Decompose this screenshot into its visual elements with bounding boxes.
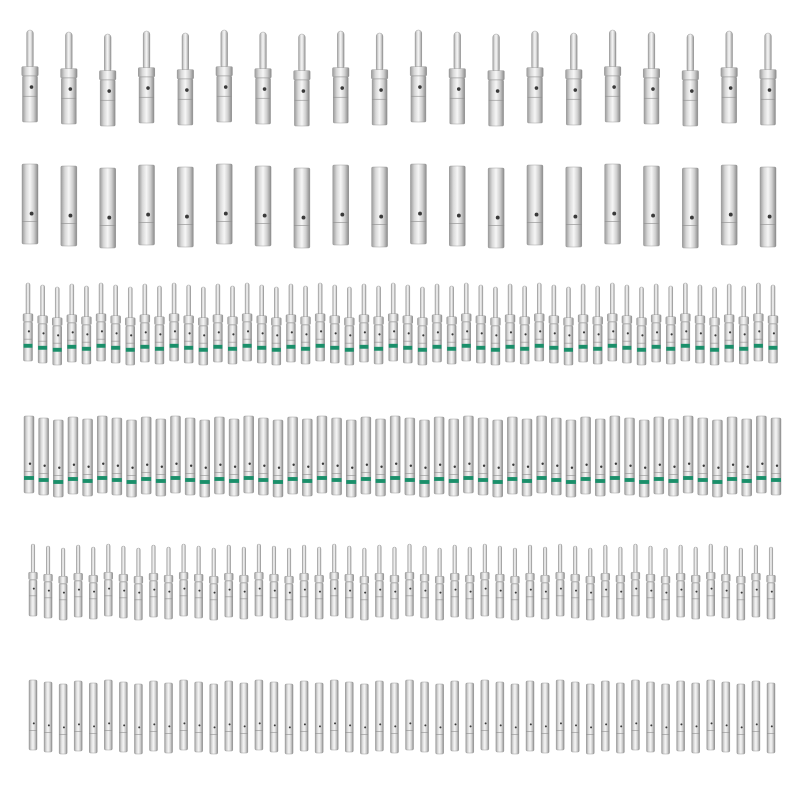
female-socket-terminal — [300, 681, 308, 751]
female-socket-terminal — [537, 416, 547, 493]
female-socket-terminal — [390, 683, 398, 753]
female-socket-terminal — [682, 168, 698, 248]
female-socket-terminal — [177, 167, 193, 247]
male-pin-terminal — [480, 544, 489, 616]
male-pin-terminal — [488, 34, 505, 126]
row-small-female-sockets — [29, 680, 775, 754]
female-socket-terminal — [119, 682, 127, 752]
male-pin-terminal — [89, 547, 98, 619]
female-socket-terminal — [721, 165, 737, 245]
male-pin-terminal — [134, 548, 143, 620]
male-pin-terminal — [607, 283, 617, 361]
male-pin-terminal — [74, 545, 83, 617]
male-pin-terminal — [99, 34, 116, 126]
male-pin-terminal — [680, 283, 690, 361]
male-pin-terminal — [371, 33, 388, 125]
female-socket-terminal — [605, 164, 621, 244]
female-socket-terminal — [451, 681, 459, 751]
male-pin-terminal — [286, 284, 296, 362]
female-socket-terminal — [210, 684, 218, 754]
male-pin-terminal — [405, 544, 414, 616]
male-pin-terminal — [330, 544, 339, 616]
row-small-male-pins — [29, 544, 776, 620]
female-socket-terminal — [139, 165, 155, 245]
female-socket-terminal — [449, 419, 459, 496]
female-socket-terminal — [333, 165, 349, 245]
female-socket-terminal — [526, 681, 534, 751]
male-pin-terminal — [724, 284, 734, 362]
male-pin-terminal — [752, 545, 761, 617]
male-pin-terminal — [410, 30, 427, 122]
male-pin-terminal — [140, 284, 150, 362]
female-socket-terminal — [240, 683, 248, 753]
male-pin-terminal — [125, 287, 135, 365]
female-socket-terminal — [302, 419, 312, 496]
female-socket-terminal — [255, 166, 271, 246]
male-pin-terminal — [96, 283, 106, 361]
female-socket-terminal — [707, 680, 715, 750]
male-pin-terminal — [104, 544, 113, 616]
male-pin-terminal — [646, 546, 655, 618]
female-socket-terminal — [141, 417, 151, 494]
female-socket-terminal — [244, 416, 254, 493]
male-pin-terminal — [315, 547, 324, 619]
male-pin-terminal — [604, 30, 621, 122]
male-pin-terminal — [149, 545, 158, 617]
male-pin-terminal — [360, 548, 369, 620]
female-socket-terminal — [610, 416, 620, 493]
female-socket-terminal — [83, 419, 93, 496]
male-pin-terminal — [527, 31, 544, 123]
male-pin-terminal — [450, 545, 459, 617]
female-socket-terminal — [214, 417, 224, 494]
row-large-female-sockets — [22, 164, 776, 248]
male-pin-terminal — [224, 545, 233, 617]
male-pin-terminal — [593, 286, 603, 364]
female-socket-terminal — [53, 420, 63, 497]
female-socket-terminal — [345, 682, 353, 752]
male-pin-terminal — [736, 548, 745, 620]
male-pin-terminal — [622, 285, 632, 363]
male-pin-terminal — [511, 548, 520, 620]
row-large-male-pins — [22, 30, 777, 126]
male-pin-terminal — [344, 287, 354, 365]
female-socket-terminal — [478, 418, 488, 495]
female-socket-terminal — [581, 417, 591, 494]
female-socket-terminal — [61, 166, 77, 246]
female-socket-terminal — [39, 418, 49, 495]
male-pin-terminal — [271, 287, 281, 365]
female-socket-terminal — [419, 420, 429, 497]
female-socket-terminal — [390, 416, 400, 493]
female-socket-terminal — [737, 684, 745, 754]
male-pin-terminal — [38, 285, 48, 363]
male-pin-terminal — [449, 32, 466, 124]
female-socket-terminal — [752, 681, 760, 751]
male-pin-terminal — [403, 285, 413, 363]
female-socket-terminal — [668, 419, 678, 496]
male-pin-terminal — [491, 287, 501, 365]
male-pin-terminal — [616, 547, 625, 619]
male-pin-terminal — [164, 547, 173, 619]
female-socket-terminal — [692, 683, 700, 753]
male-pin-terminal — [721, 546, 730, 618]
male-pin-terminal — [59, 548, 68, 620]
female-socket-terminal — [571, 682, 579, 752]
female-socket-terminal — [22, 164, 38, 244]
female-socket-terminal — [712, 420, 722, 497]
male-pin-terminal — [461, 283, 471, 361]
female-socket-terminal — [698, 418, 708, 495]
male-pin-terminal — [294, 34, 311, 126]
male-pin-terminal — [301, 286, 311, 364]
male-pin-terminal — [476, 285, 486, 363]
female-socket-terminal — [375, 681, 383, 751]
male-pin-terminal — [228, 286, 238, 364]
female-socket-terminal — [288, 417, 298, 494]
female-socket-terminal — [527, 165, 543, 245]
male-pin-terminal — [447, 286, 457, 364]
male-pin-terminal — [651, 284, 661, 362]
female-socket-terminal — [742, 419, 752, 496]
female-socket-terminal — [89, 683, 97, 753]
female-socket-terminal — [654, 417, 664, 494]
female-socket-terminal — [466, 683, 474, 753]
female-socket-terminal — [255, 680, 263, 750]
female-socket-terminal — [625, 418, 635, 495]
female-socket-terminal — [643, 166, 659, 246]
female-socket-terminal — [273, 420, 283, 497]
female-socket-terminal — [463, 416, 473, 493]
male-pin-terminal — [138, 31, 155, 123]
male-pin-terminal — [676, 545, 685, 617]
female-socket-terminal — [767, 683, 775, 753]
male-pin-terminal — [505, 284, 515, 362]
female-socket-terminal — [410, 164, 426, 244]
male-pin-terminal — [417, 287, 427, 365]
male-pin-terminal — [526, 545, 535, 617]
female-socket-terminal — [112, 418, 122, 495]
female-socket-terminal — [771, 418, 781, 495]
male-pin-terminal — [578, 284, 588, 362]
male-pin-terminal — [432, 284, 442, 362]
female-socket-terminal — [330, 680, 338, 750]
male-pin-terminal — [465, 547, 474, 619]
male-pin-terminal — [520, 286, 530, 364]
female-socket-terminal — [195, 682, 203, 752]
female-socket-terminal — [406, 680, 414, 750]
male-pin-terminal — [420, 546, 429, 618]
male-pin-terminal — [710, 287, 720, 365]
female-socket-terminal — [100, 168, 116, 248]
male-pin-terminal — [760, 33, 777, 125]
female-socket-terminal — [29, 680, 37, 750]
female-socket-terminal — [595, 419, 605, 496]
male-pin-terminal — [315, 283, 325, 361]
female-socket-terminal — [134, 684, 142, 754]
male-pin-terminal — [67, 284, 77, 362]
female-socket-terminal — [315, 683, 323, 753]
male-pin-terminal — [300, 545, 309, 617]
male-pin-terminal — [388, 283, 398, 361]
female-socket-terminal — [436, 684, 444, 754]
female-socket-terminal — [44, 682, 52, 752]
male-pin-terminal — [257, 285, 267, 363]
male-pin-terminal — [435, 548, 444, 620]
female-socket-terminal — [566, 420, 576, 497]
female-socket-terminal — [522, 419, 532, 496]
female-socket-terminal — [434, 417, 444, 494]
female-socket-terminal — [285, 684, 293, 754]
female-socket-terminal — [662, 684, 670, 754]
male-pin-terminal — [695, 285, 705, 363]
male-pin-terminal — [184, 285, 194, 363]
male-pin-terminal — [666, 286, 676, 364]
female-socket-terminal — [149, 681, 157, 751]
female-socket-terminal — [185, 418, 195, 495]
male-pin-terminal — [194, 546, 203, 618]
male-pin-terminal — [631, 544, 640, 616]
male-pin-terminal — [571, 546, 580, 618]
male-pin-terminal — [213, 284, 223, 362]
female-socket-terminal — [170, 416, 180, 493]
male-pin-terminal — [61, 32, 77, 124]
male-pin-terminal — [661, 548, 670, 620]
female-socket-terminal — [556, 680, 564, 750]
male-pin-terminal — [179, 544, 188, 616]
male-pin-terminal — [586, 548, 595, 620]
male-pin-terminal — [44, 546, 53, 618]
male-pin-terminal — [242, 283, 252, 361]
male-pin-terminal — [767, 547, 776, 619]
female-socket-terminal — [616, 683, 624, 753]
female-socket-terminal — [229, 419, 239, 496]
female-socket-terminal — [317, 416, 327, 493]
male-pin-terminal — [198, 287, 208, 365]
male-pin-terminal — [375, 545, 384, 617]
male-pin-terminal — [556, 544, 565, 616]
female-socket-terminal — [225, 681, 233, 751]
male-pin-terminal — [330, 285, 340, 363]
male-pin-terminal — [255, 32, 271, 124]
male-pin-terminal — [255, 544, 264, 616]
male-pin-terminal — [643, 32, 660, 124]
male-pin-terminal — [119, 546, 128, 618]
female-socket-terminal — [727, 417, 737, 494]
female-socket-terminal — [586, 684, 594, 754]
female-socket-terminal — [511, 684, 519, 754]
female-socket-terminal — [361, 417, 371, 494]
male-pin-terminal — [216, 30, 233, 122]
female-socket-terminal — [200, 420, 210, 497]
female-socket-terminal — [449, 166, 465, 246]
female-socket-terminal — [421, 682, 429, 752]
female-socket-terminal — [216, 164, 232, 244]
male-pin-terminal — [209, 548, 218, 620]
female-socket-terminal — [639, 420, 649, 497]
female-socket-terminal — [156, 419, 166, 496]
male-pin-terminal — [345, 546, 354, 618]
male-pin-terminal — [52, 287, 62, 365]
male-pin-terminal — [601, 545, 610, 617]
female-socket-terminal — [68, 417, 78, 494]
female-socket-terminal — [488, 168, 504, 248]
male-pin-terminal — [81, 286, 91, 364]
male-pin-terminal — [155, 286, 165, 364]
male-pin-terminal — [270, 546, 279, 618]
male-pin-terminal — [566, 33, 583, 125]
female-socket-terminal — [405, 418, 415, 495]
male-pin-terminal — [374, 286, 384, 364]
female-socket-terminal — [127, 420, 137, 497]
female-socket-terminal — [180, 680, 188, 750]
male-pin-terminal — [721, 31, 738, 123]
female-socket-terminal — [59, 684, 67, 754]
male-pin-terminal — [753, 283, 763, 361]
male-pin-terminal — [177, 33, 194, 125]
male-pin-terminal — [682, 34, 699, 126]
female-socket-terminal — [376, 419, 386, 496]
female-socket-terminal — [647, 682, 655, 752]
female-socket-terminal — [760, 167, 776, 247]
female-socket-terminal — [493, 420, 503, 497]
male-pin-terminal — [390, 547, 399, 619]
female-socket-terminal — [566, 167, 582, 247]
male-pin-terminal — [359, 284, 369, 362]
female-socket-terminal — [481, 680, 489, 750]
male-pin-terminal — [691, 547, 700, 619]
female-socket-terminal — [372, 167, 388, 247]
female-socket-terminal — [74, 681, 82, 751]
male-pin-terminal — [285, 548, 294, 620]
male-pin-terminal — [768, 285, 778, 363]
female-socket-terminal — [294, 168, 310, 248]
male-pin-terminal — [541, 547, 550, 619]
male-pin-terminal — [564, 287, 574, 365]
male-pin-terminal — [22, 30, 39, 122]
female-socket-terminal — [24, 416, 34, 493]
female-socket-terminal — [104, 680, 112, 750]
female-socket-terminal — [601, 681, 609, 751]
male-pin-terminal — [169, 283, 179, 361]
male-pin-terminal — [549, 285, 559, 363]
male-pin-terminal — [23, 283, 33, 361]
male-pin-terminal — [332, 31, 349, 123]
female-socket-terminal — [496, 682, 504, 752]
male-pin-terminal — [111, 285, 121, 363]
female-socket-terminal — [507, 417, 517, 494]
male-pin-terminal — [239, 547, 248, 619]
female-socket-terminal — [722, 682, 730, 752]
male-pin-terminal — [534, 283, 544, 361]
male-pin-terminal — [495, 546, 504, 618]
female-socket-terminal — [270, 682, 278, 752]
row-medium-male-pins — [23, 283, 778, 365]
female-socket-terminal — [541, 683, 549, 753]
female-socket-terminal — [551, 418, 561, 495]
female-socket-terminal — [346, 420, 356, 497]
row-medium-female-sockets — [24, 416, 781, 497]
female-socket-terminal — [677, 681, 685, 751]
female-socket-terminal — [756, 416, 766, 493]
male-pin-terminal — [706, 544, 715, 616]
female-socket-terminal — [97, 416, 107, 493]
male-pin-terminal — [739, 286, 749, 364]
female-socket-terminal — [631, 680, 639, 750]
female-socket-terminal — [683, 416, 693, 493]
male-pin-terminal — [637, 287, 647, 365]
female-socket-terminal — [258, 418, 268, 495]
female-socket-terminal — [360, 684, 368, 754]
male-pin-terminal — [29, 544, 38, 616]
female-socket-terminal — [165, 683, 173, 753]
female-socket-terminal — [332, 418, 342, 495]
